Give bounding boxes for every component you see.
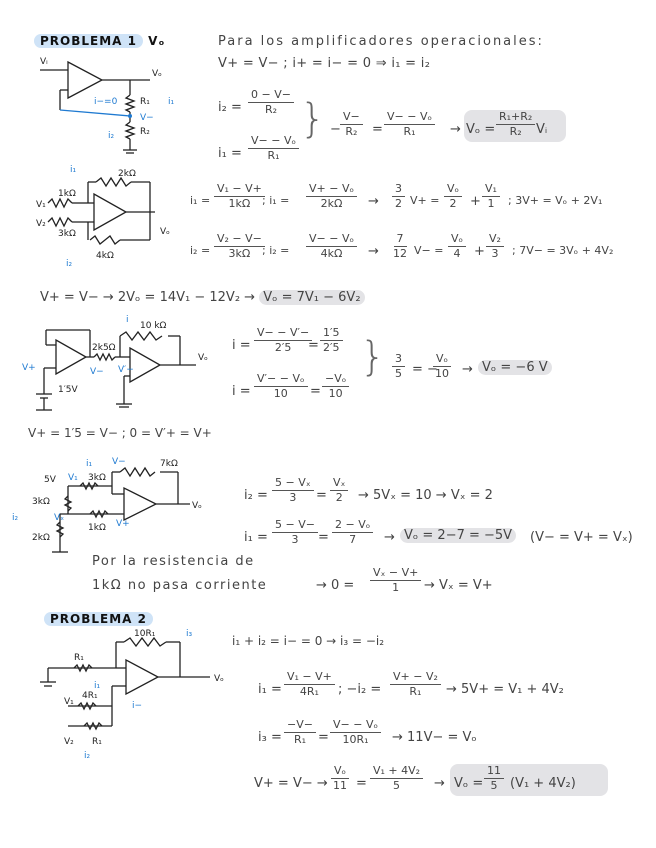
d-arrow2: → xyxy=(384,530,395,545)
d-f2b xyxy=(332,518,373,547)
circuit-d-2k: 2kΩ xyxy=(32,533,50,543)
d-d1b: 2 xyxy=(335,491,343,504)
b-row1-d5: 1 xyxy=(487,197,495,210)
b-row1-d1: 1kΩ xyxy=(228,197,251,210)
b-row1-f5 xyxy=(482,182,500,211)
b-row2-n2: V− − Vₒ xyxy=(306,232,357,247)
p2-l3-lhs: i₃ = xyxy=(258,730,282,745)
circuit-b-i1: i₁ xyxy=(70,165,77,175)
circuit-e-4r: 4R₁ xyxy=(82,691,98,701)
circuit-e-v2: V₂ xyxy=(64,737,74,747)
circuit-d-3k-b: 3kΩ xyxy=(32,497,50,507)
c-d2: 10 xyxy=(273,387,288,400)
d-d3: 1 xyxy=(392,581,400,594)
p2-result-frac xyxy=(484,764,504,793)
c-n1: V− − V′− xyxy=(254,326,312,341)
circuit-e-i3: i₃ xyxy=(186,629,193,639)
a-i2-lhs: i₂ = xyxy=(218,100,242,115)
p2-result-n: 11 xyxy=(484,764,504,779)
circuit-d-7k: 7kΩ xyxy=(160,459,178,469)
a-arrow: → xyxy=(450,122,461,137)
a-i2-num: 0 − V− xyxy=(248,88,294,103)
b-row2-f3 xyxy=(390,232,410,261)
p2-l3-n2: V− − Vₒ xyxy=(330,718,381,733)
circuit-e-vo: Vₒ xyxy=(214,674,224,684)
p2-l2-d1: 4R₁ xyxy=(299,685,319,698)
circuit-c-i: i xyxy=(126,315,129,325)
b-row2-n3: 7 xyxy=(394,232,407,247)
circuit-b-1k: 1kΩ xyxy=(58,189,76,199)
b-row2-d2: 4kΩ xyxy=(320,247,343,260)
circuit-a-r2: R₂ xyxy=(140,127,150,137)
d-f1 xyxy=(272,476,314,505)
p2-l2-lhs: i₁ = xyxy=(258,682,282,697)
p2-line1: i₁ + i₂ = i− = 0 → i₃ = −i₂ xyxy=(232,634,385,648)
a-i2-frac xyxy=(248,88,294,117)
circuit-c-vminus: V− xyxy=(90,367,104,377)
c-d4: 10 xyxy=(435,367,449,380)
c-arrow: → xyxy=(462,362,473,377)
b-row1-t3: V+ = xyxy=(410,194,440,207)
d-eq1: = xyxy=(316,488,327,503)
circuit-c xyxy=(36,330,196,410)
b-row2-n4: Vₒ xyxy=(448,232,466,247)
circuit-d-3k: 3kΩ xyxy=(88,473,106,483)
c-f2 xyxy=(254,372,308,401)
c-n2b: −Vₒ xyxy=(322,372,349,387)
c-f3 xyxy=(392,352,405,381)
circuit-b-v1: V₁ xyxy=(36,200,46,210)
circuit-c-vo: Vₒ xyxy=(198,353,208,363)
circuit-c-vplus: V+ xyxy=(22,363,36,373)
circuit-a-iminus: i−=0 xyxy=(94,97,118,107)
p2-l4-d1: 11 xyxy=(333,779,347,792)
circuit-a-vo: Vₒ xyxy=(152,69,162,79)
c-d1b: 2′5 xyxy=(323,341,340,354)
b-row1-d2: 2kΩ xyxy=(320,197,343,210)
p2-l3-d2: 10R₁ xyxy=(342,733,369,746)
b-row2-n5: V₂ xyxy=(486,232,504,247)
circuit-a-vi: Vᵢ xyxy=(40,57,48,67)
p2-l3-eq: = xyxy=(318,730,329,745)
p2-l2-tail: → 5V+ = V₁ + 4V₂ xyxy=(446,682,564,697)
p2-l2-f1 xyxy=(284,670,335,699)
circuit-d-i1: i₁ xyxy=(86,459,93,469)
a-eq-b-num: V− − Vₒ xyxy=(384,110,435,125)
b-row2-d1: 3kΩ xyxy=(228,247,251,260)
p2-l4-lhs: V+ = V− → xyxy=(254,776,328,791)
d-f1b xyxy=(330,476,348,505)
circuit-a-vminus: V− xyxy=(140,113,154,123)
b-result-lhs: V+ = V− → 2Vₒ = 14V₁ − 12V₂ → xyxy=(40,290,256,305)
c-brace: } xyxy=(360,334,386,380)
p2-l2-mid: ; −i₂ = xyxy=(338,682,382,697)
a-res-frac xyxy=(496,110,535,139)
b-row2-d3: 12 xyxy=(393,247,407,260)
p2-l4-f1 xyxy=(330,764,350,793)
c-f2b xyxy=(322,372,349,401)
d-d1: 3 xyxy=(289,491,297,504)
c-eq2: = xyxy=(310,384,321,399)
p2-l4-arrow: → xyxy=(434,776,445,791)
p2-l4-f2 xyxy=(370,764,423,793)
problem1-title xyxy=(34,34,165,48)
b-row1-f1 xyxy=(214,182,265,211)
d-text1: Por la resistencia de xyxy=(92,554,255,569)
a-i1-den: R₁ xyxy=(267,149,280,162)
p2-l2-f2 xyxy=(390,670,441,699)
circuit-d-vx: Vₓ xyxy=(54,513,65,523)
b-row2-tail: ; 7V− = 3Vₒ + 4V₂ xyxy=(512,244,614,257)
d-note: (V− = V+ = Vₓ) xyxy=(530,530,633,545)
b-row1-arrow: → xyxy=(368,194,379,209)
circuit-b-vo: Vₒ xyxy=(160,227,170,237)
d-d2b: 7 xyxy=(349,533,357,546)
circuit-d-vo: Vₒ xyxy=(192,501,202,511)
d-lhs1: i₂ = xyxy=(244,488,268,503)
p2-l3-tail: → 11V− = Vₒ xyxy=(392,730,477,745)
a-brace: } xyxy=(300,96,326,142)
d-n1b: Vₓ xyxy=(330,476,348,491)
b-row1-n2: V+ − Vₒ xyxy=(306,182,357,197)
b-row1-d3: 2 xyxy=(395,197,402,210)
d-result: Vₒ = 2−7 = −5V xyxy=(400,528,516,543)
a-i1-num: V− − Vₒ xyxy=(248,134,299,149)
d-tail3b: → Vₓ = V+ xyxy=(424,578,493,593)
c-n1b: 1′5 xyxy=(320,326,343,341)
d-n2: 5 − V− xyxy=(272,518,318,533)
b-row1-f4 xyxy=(444,182,462,211)
c-n4: Vₒ xyxy=(433,352,451,367)
a-eq-a-den: R₂ xyxy=(345,125,358,138)
c-n3: 3 xyxy=(392,352,405,367)
c-f1b xyxy=(320,326,343,355)
a-res-num: R₁+R₂ xyxy=(496,110,535,125)
p2-l4-d2: 5 xyxy=(393,779,401,792)
b-row1-plus: + xyxy=(470,194,481,209)
a-res-den: R₂ xyxy=(509,125,522,138)
d-f2 xyxy=(272,518,318,547)
d-lhs2: i₁ = xyxy=(244,530,268,545)
b-row2-f2 xyxy=(306,232,357,261)
b-row2-mid: ; i₂ = xyxy=(262,244,290,257)
d-f3 xyxy=(370,566,421,595)
d-text2: 1kΩ no pasa corriente xyxy=(92,578,268,593)
b-row2-d4: 4 xyxy=(453,247,461,260)
p2-l3-d1: R₁ xyxy=(293,733,307,746)
c-n2: V′− − Vₒ xyxy=(254,372,308,387)
circuit-d-v1: V₁ xyxy=(68,473,78,483)
b-row2-f4 xyxy=(448,232,466,261)
b-row1-n4: Vₒ xyxy=(444,182,462,197)
c-d3: 5 xyxy=(395,367,402,380)
b-result-line xyxy=(40,290,365,305)
a-eq-a-frac xyxy=(340,110,363,139)
p2-result-lhs: Vₒ = xyxy=(454,776,484,791)
d-d2: 3 xyxy=(291,533,299,546)
circuit-e-v1: V₁ xyxy=(64,697,74,707)
p2-l4-n1: Vₒ xyxy=(331,764,349,779)
b-row1-left: i₁ = xyxy=(190,194,211,207)
p2-l2-n2: V+ − V₂ xyxy=(390,670,441,685)
c-lhs2: i = xyxy=(232,384,251,399)
d-n1: 5 − Vₓ xyxy=(272,476,314,491)
c-result: Vₒ = −6 V xyxy=(478,360,552,375)
b-result: Vₒ = 7V₁ − 6V₂ xyxy=(259,290,364,305)
b-row2-t3: V− = xyxy=(414,244,444,257)
circuit-e-10r: 10R₁ xyxy=(134,629,156,639)
circuit-b-v2: V₂ xyxy=(36,219,46,229)
c-eq1: = xyxy=(308,338,319,353)
d-eq2: = xyxy=(318,530,329,545)
circuit-b-2k: 2kΩ xyxy=(118,169,136,179)
circuit-d-1k: 1kΩ xyxy=(88,523,106,533)
d-tail3: → 0 = xyxy=(316,578,355,593)
circuit-d-vplus: V+ xyxy=(116,519,130,529)
p2-result-d: 5 xyxy=(490,779,498,792)
p2-l2-d2: R₁ xyxy=(409,685,422,698)
c-d2b: 10 xyxy=(328,387,343,400)
circuit-a-i2: i₂ xyxy=(108,131,115,141)
p2-l2-n1: V₁ − V+ xyxy=(284,670,335,685)
a-i2-den: R₂ xyxy=(264,103,277,116)
a-eq-b-den: R₁ xyxy=(403,125,416,138)
circuit-e-r1: R₁ xyxy=(74,653,84,663)
d-tail1: → 5Vₓ = 10 → Vₓ = 2 xyxy=(358,488,493,503)
p2-l4-eq: = xyxy=(356,776,367,791)
p2-l4-n2: V₁ + 4V₂ xyxy=(370,764,423,779)
c-footer: V+ = 1′5 = V− ; 0 = V′+ = V+ xyxy=(28,426,212,440)
b-row1-f2 xyxy=(306,182,357,211)
p2-l3-f1 xyxy=(284,718,316,747)
c-f1 xyxy=(254,326,312,355)
circuit-b-i2: i₂ xyxy=(66,259,73,269)
problem1-title-text: PROBLEMA 1 xyxy=(34,34,143,48)
p2-l3-n1: −V− xyxy=(284,718,316,733)
b-row1-n3: 3 xyxy=(392,182,405,197)
circuit-e xyxy=(40,638,210,729)
b-row1-d4: 2 xyxy=(449,197,457,210)
b-row1-f3 xyxy=(392,182,405,211)
circuit-e-i2: i₂ xyxy=(84,751,91,761)
a-eq-a-num: V− xyxy=(340,110,363,125)
a-res-tail: Vᵢ xyxy=(536,122,548,137)
circuit-c-vminus-prime: V′− xyxy=(118,365,134,375)
c-lhs1: i = xyxy=(232,338,251,353)
c-eq3: = − xyxy=(412,362,438,377)
circuit-e-i1: i₁ xyxy=(94,681,101,691)
circuit-d-i2: i₂ xyxy=(12,513,19,523)
a-eq-a: − xyxy=(330,122,341,137)
circuit-d-5v: 5V xyxy=(44,475,56,485)
b-row2-d5: 3 xyxy=(491,247,499,260)
c-f4 xyxy=(432,352,452,381)
problem2-title-text: PROBLEMA 2 xyxy=(44,612,153,626)
d-n2b: 2 − Vₒ xyxy=(332,518,373,533)
problem1-rule: V+ = V− ; i+ = i− = 0 ⇒ i₁ = i₂ xyxy=(218,56,431,71)
b-row2-f1 xyxy=(214,232,265,261)
problem1-title-suffix: Vₒ xyxy=(148,34,166,48)
a-eq-b-frac xyxy=(384,110,435,139)
a-eq-b: = xyxy=(372,122,383,137)
b-row2-n1: V₂ − V− xyxy=(214,232,265,247)
b-row2-plus: + xyxy=(474,244,485,259)
p2-result-tail: (V₁ + 4V₂) xyxy=(510,776,576,791)
b-row1-tail: ; 3V+ = Vₒ + 2V₁ xyxy=(508,194,603,207)
circuit-a-r1: R₁ xyxy=(140,97,150,107)
circuit-d-vminus: V− xyxy=(112,457,126,467)
circuit-b-4k: 4kΩ xyxy=(96,251,114,261)
circuit-e-iminus: i− xyxy=(132,701,143,711)
b-row2-arrow: → xyxy=(368,244,379,259)
a-res-lhs: Vₒ = xyxy=(466,122,496,137)
circuit-e-r1b: R₁ xyxy=(92,737,102,747)
problem1-intro: Para los amplificadores operacionales: xyxy=(218,34,544,49)
p2-l3-f2 xyxy=(330,718,381,747)
b-row2-f5 xyxy=(486,232,504,261)
c-d1: 2′5 xyxy=(274,341,292,354)
d-n3: Vₓ − V+ xyxy=(370,566,421,581)
b-row2-left: i₂ = xyxy=(190,244,211,257)
b-row1-n1: V₁ − V+ xyxy=(214,182,265,197)
a-i1-frac xyxy=(248,134,299,163)
b-row1-mid: ; i₁ = xyxy=(262,194,290,207)
circuit-c-2k5: 2k5Ω xyxy=(92,343,116,353)
circuit-c-15v: 1′5V xyxy=(58,385,78,395)
a-i1-lhs: i₁ = xyxy=(218,146,242,161)
circuit-c-10k: 10 kΩ xyxy=(140,321,167,331)
b-row1-n5: V₁ xyxy=(482,182,500,197)
circuit-b-3k: 3kΩ xyxy=(58,229,76,239)
circuit-a xyxy=(40,62,150,153)
problem2-title xyxy=(44,612,153,626)
circuit-a-i1: i₁ xyxy=(168,97,175,107)
